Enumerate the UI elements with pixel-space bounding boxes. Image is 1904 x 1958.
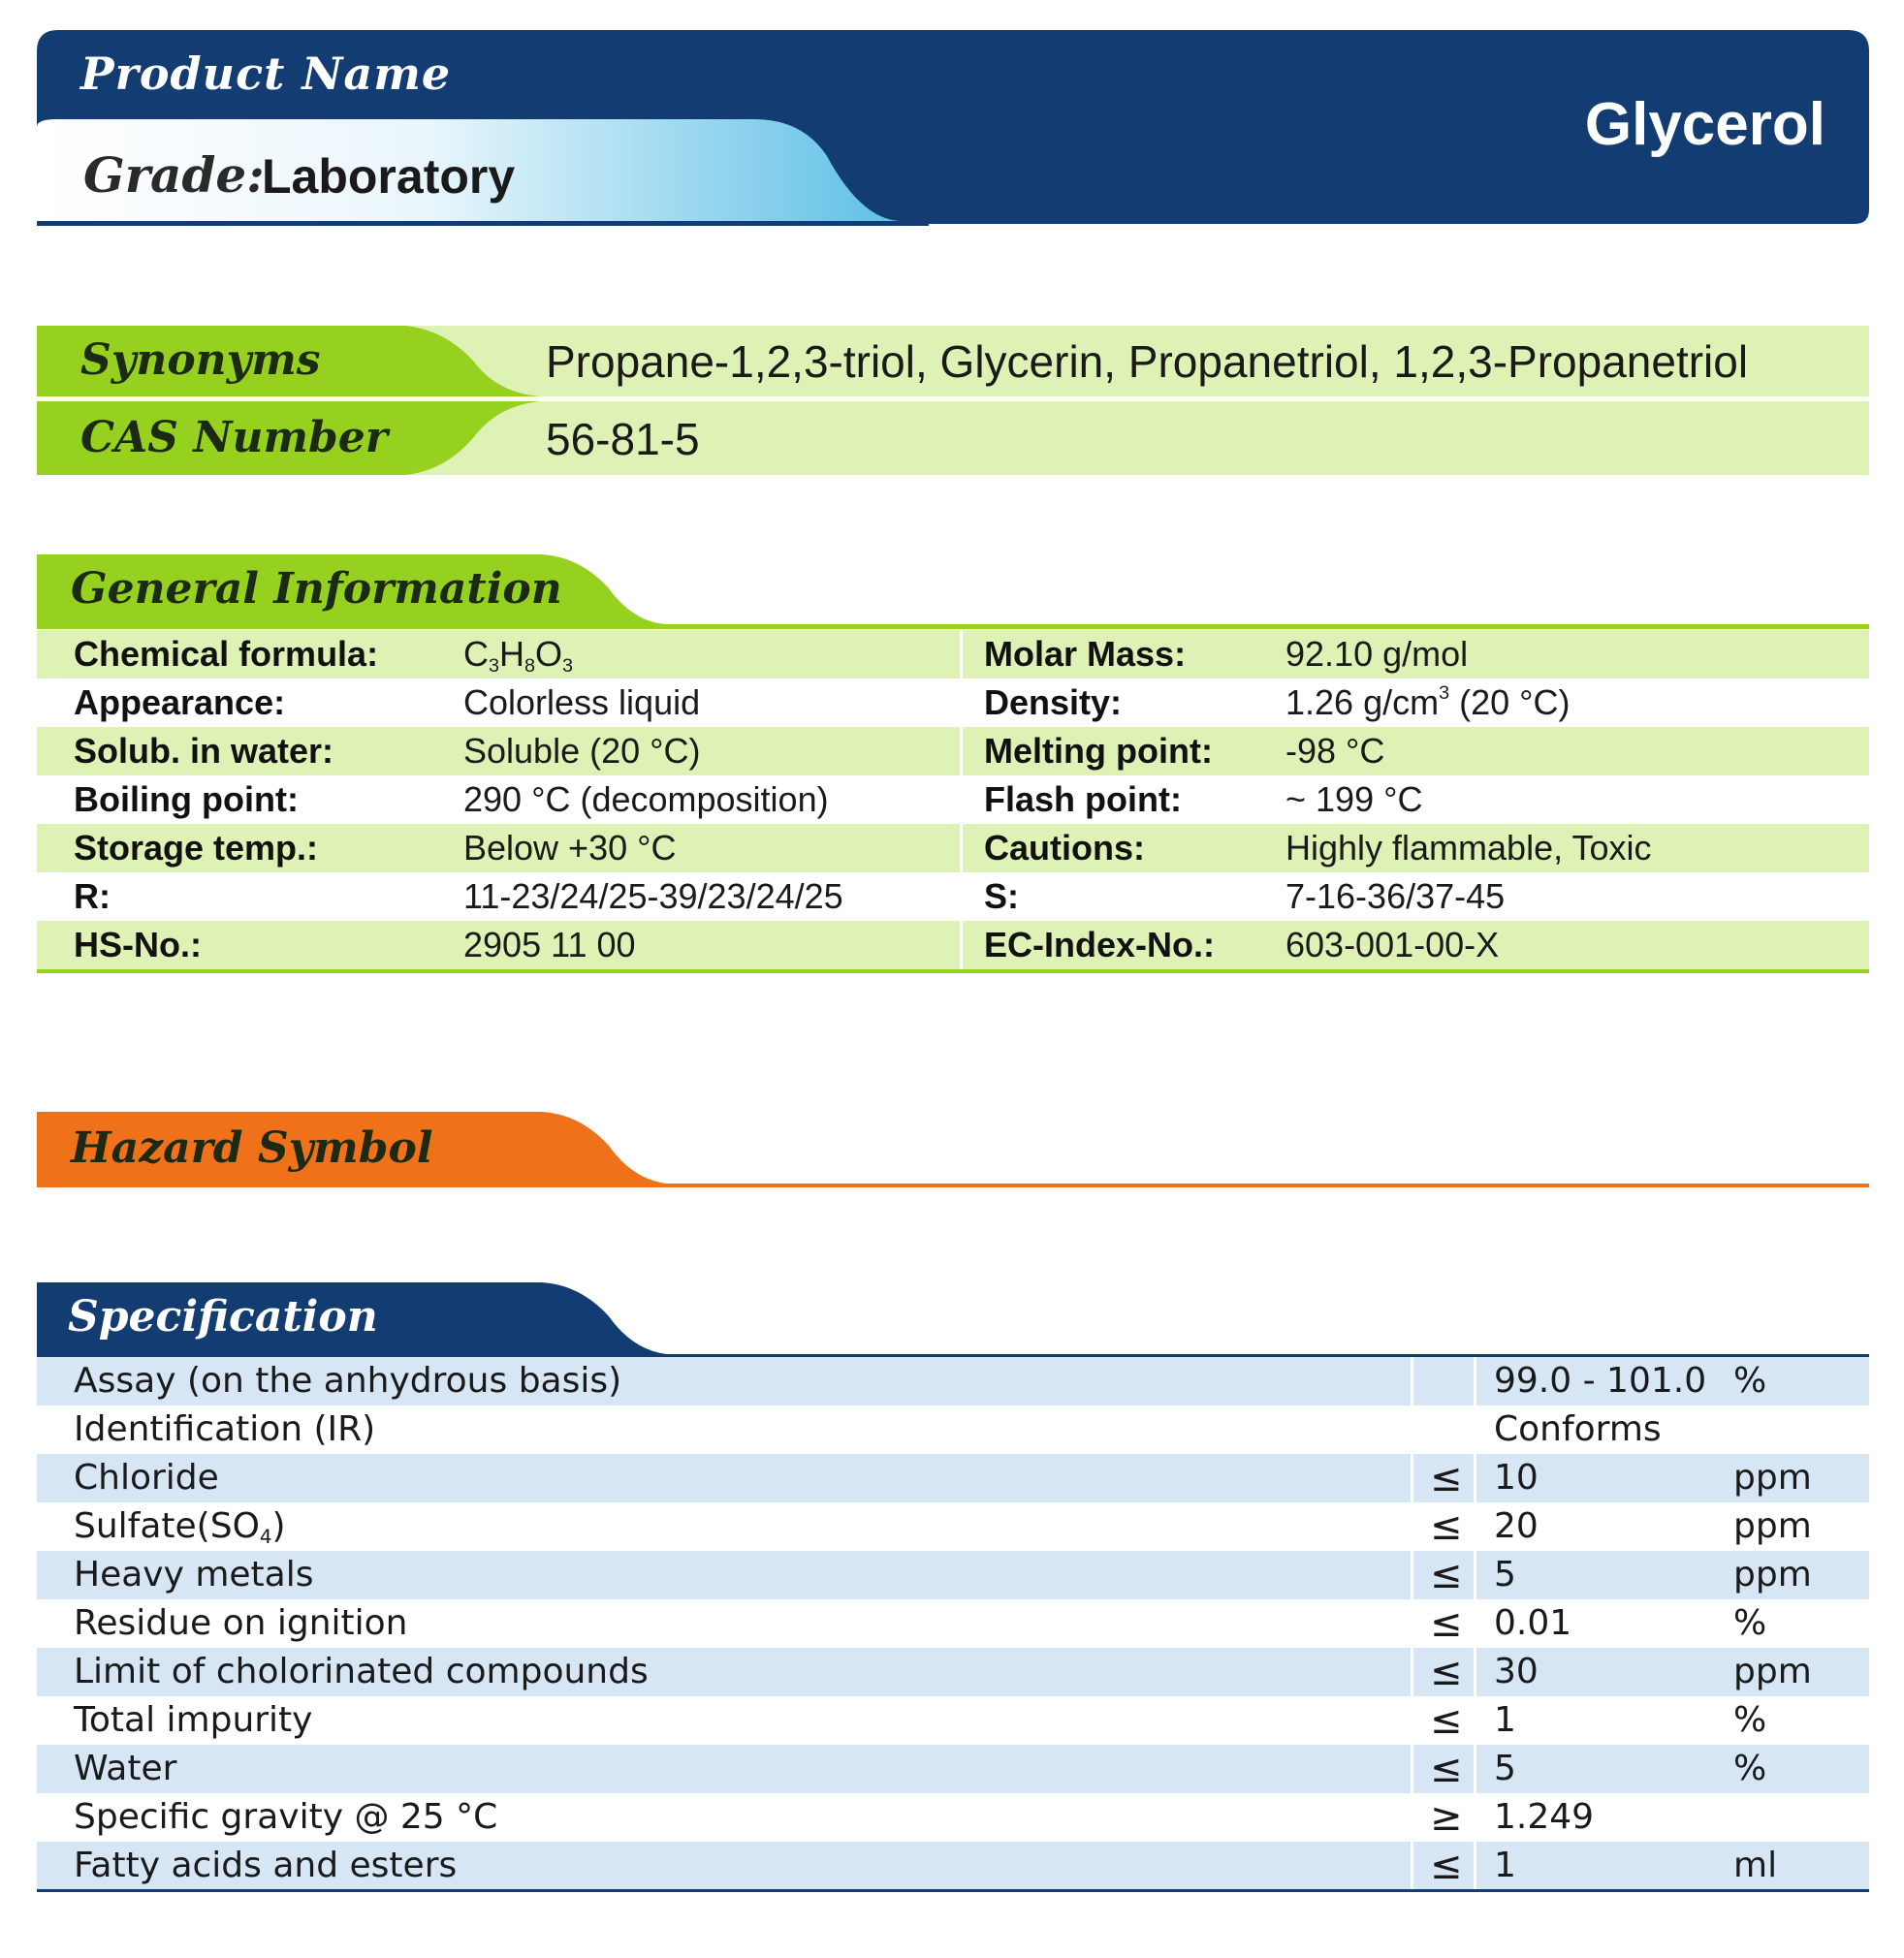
specification-value: 10 <box>1494 1458 1539 1498</box>
column-divider <box>1474 1842 1476 1890</box>
column-divider <box>960 872 963 921</box>
column-divider <box>1411 1696 1413 1745</box>
column-divider <box>1474 1454 1476 1502</box>
specification-operator: ≤ <box>1430 1698 1463 1743</box>
specification-value: 20 <box>1494 1506 1539 1546</box>
general-info-left-value: Soluble (20 °C) <box>463 731 701 771</box>
general-info-left-key: Storage temp.: <box>74 828 319 868</box>
hazard-title: Hazard Symbol <box>71 1123 433 1173</box>
specification-test-name: Residue on ignition <box>74 1603 408 1643</box>
specification-row <box>37 1454 1869 1502</box>
specification-value: 5 <box>1494 1749 1516 1788</box>
column-divider <box>1474 1357 1476 1405</box>
specification-unit: ppm <box>1733 1506 1812 1546</box>
general-info-left-key: Solub. in water: <box>74 731 334 771</box>
general-info-right-value: Highly flammable, Toxic <box>1285 828 1652 868</box>
general-info-left-value: Below +30 °C <box>463 828 677 868</box>
specification-unit: ml <box>1733 1846 1778 1885</box>
specification-test-name: Identification (IR) <box>74 1409 376 1449</box>
cas-label: CAS Number <box>80 413 388 462</box>
column-divider <box>1474 1648 1476 1696</box>
general-info-row <box>37 679 1869 727</box>
product-header <box>37 30 1869 231</box>
specification-unit: ppm <box>1733 1458 1812 1498</box>
grade-label: Grade: <box>83 146 265 204</box>
column-divider <box>1411 1842 1413 1890</box>
specification-test-name: Chloride <box>74 1458 219 1498</box>
column-divider <box>960 630 963 679</box>
specification-value: 1 <box>1494 1700 1516 1740</box>
general-info-bottom-rule <box>37 969 1869 973</box>
specification-operator: ≤ <box>1430 1504 1463 1549</box>
specification-value: 5 <box>1494 1555 1516 1595</box>
specification-bottom-rule <box>37 1889 1869 1892</box>
column-divider <box>1474 1551 1476 1599</box>
product-name-label: Product Name <box>80 47 452 100</box>
general-info-right-key: Melting point: <box>984 731 1213 771</box>
specification-row <box>37 1745 1869 1793</box>
column-divider <box>960 775 963 824</box>
specification-row <box>37 1502 1869 1551</box>
specification-unit: % <box>1733 1361 1767 1401</box>
specification-unit: % <box>1733 1749 1767 1788</box>
specification-unit: % <box>1733 1603 1767 1643</box>
cas-value: 56-81-5 <box>546 414 700 464</box>
column-divider <box>1474 1599 1476 1648</box>
specification-unit: % <box>1733 1700 1767 1740</box>
column-divider <box>1474 1793 1476 1842</box>
specification-test-name: Specific gravity @ 25 °C <box>74 1797 498 1837</box>
specification-row <box>37 1842 1869 1890</box>
general-info-left-value: 2905 11 00 <box>463 925 636 964</box>
specification-value: 1.249 <box>1494 1797 1595 1837</box>
specification-operator: ≤ <box>1430 1553 1463 1597</box>
column-divider <box>1411 1454 1413 1502</box>
general-info-right-value: 603-001-00-X <box>1285 925 1500 964</box>
specification-row <box>37 1696 1869 1745</box>
general-info-right-value: 7-16-36/37-45 <box>1285 876 1506 916</box>
general-info-row <box>37 727 1869 775</box>
specification-test-name: Limit of cholorinated compounds <box>74 1652 649 1691</box>
specification-row <box>37 1599 1869 1648</box>
synonyms-value: Propane-1,2,3-triol, Glycerin, Propanetriol, 1,2,3-Propanetriol <box>546 336 1749 387</box>
specification-value: Conforms <box>1494 1409 1662 1449</box>
general-info-row <box>37 921 1869 969</box>
specification-unit: ppm <box>1733 1652 1812 1691</box>
general-info-header <box>37 554 1869 630</box>
specification-test-name: Water <box>74 1749 177 1788</box>
general-info-right-key: Molar Mass: <box>984 634 1187 674</box>
general-info-left-key: Boiling point: <box>74 779 299 819</box>
general-info-title: General Information <box>71 564 562 614</box>
specification-test-name: Assay (on the anhydrous basis) <box>74 1361 622 1401</box>
general-info-row <box>37 872 1869 921</box>
column-divider <box>960 727 963 775</box>
general-info-row <box>37 630 1869 679</box>
specification-test-name: $Sulfate(SO_4)$ <box>74 1506 286 1548</box>
general-info-left-value: Colorless liquid <box>463 682 701 722</box>
specification-test-name: Total impurity <box>74 1700 313 1740</box>
general-info-right-key: Cautions: <box>984 828 1145 868</box>
specification-title: Specification <box>68 1292 378 1342</box>
hazard-header <box>37 1112 1869 1189</box>
column-divider <box>1411 1502 1413 1551</box>
specification-value: 30 <box>1494 1652 1539 1691</box>
general-info-right-key: S: <box>984 876 1019 916</box>
specification-operator: ≤ <box>1430 1650 1463 1694</box>
column-divider <box>1474 1502 1476 1551</box>
specification-operator: ≤ <box>1430 1456 1463 1500</box>
general-info-left-key: Appearance: <box>74 682 286 722</box>
specification-test-name: Heavy metals <box>74 1555 314 1595</box>
specification-value: 99.0 - 101.0 <box>1494 1361 1707 1401</box>
specification-value: 0.01 <box>1494 1603 1572 1643</box>
column-divider <box>1411 1357 1413 1405</box>
grade-value: Laboratory <box>262 149 516 204</box>
specification-header <box>37 1282 1869 1358</box>
general-info-right-key: Density: <box>984 682 1123 722</box>
product-title: Glycerol <box>1584 91 1825 158</box>
specification-operator: ≤ <box>1430 1844 1463 1888</box>
specification-unit: ppm <box>1733 1555 1812 1595</box>
general-info-left-value: 11-23/24/25-39/23/24/25 <box>463 876 843 916</box>
general-info-right-value: -98 °C <box>1285 731 1385 771</box>
column-divider <box>1411 1405 1413 1454</box>
general-info-right-value: 92.10 g/mol <box>1285 634 1469 674</box>
specification-test-name: Fatty acids and esters <box>74 1846 458 1885</box>
general-info-right-value: ~ 199 °C <box>1285 779 1423 819</box>
general-info-row <box>37 824 1869 872</box>
general-info-left-key: Chemical formula: <box>74 634 379 674</box>
specification-value: 1 <box>1494 1846 1516 1885</box>
column-divider <box>1474 1405 1476 1454</box>
synonyms-label: Synonyms <box>80 335 321 385</box>
column-divider <box>1411 1648 1413 1696</box>
column-divider <box>960 824 963 872</box>
general-info-right-value: 1.26 $g/cm^3$ (20 °C) <box>1285 682 1571 722</box>
general-info-left-value: 290 °C (decomposition) <box>463 779 829 819</box>
specification-operator: ≥ <box>1430 1795 1463 1840</box>
column-divider <box>1411 1745 1413 1793</box>
general-info-right-key: Flash point: <box>984 779 1182 819</box>
general-info-left-value: $C_3H_8O_3$ <box>463 634 574 677</box>
column-divider <box>960 921 963 969</box>
column-divider <box>960 679 963 727</box>
column-divider <box>1411 1793 1413 1842</box>
specification-row <box>37 1648 1869 1696</box>
specification-row <box>37 1357 1869 1405</box>
general-info-left-key: HS-No.: <box>74 925 202 964</box>
column-divider <box>1474 1745 1476 1793</box>
general-info-row <box>37 775 1869 824</box>
general-info-right-key: EC-Index-No.: <box>984 925 1215 964</box>
specification-row <box>37 1405 1869 1454</box>
column-divider <box>1411 1551 1413 1599</box>
specification-row <box>37 1551 1869 1599</box>
general-info-left-key: R: <box>74 876 111 916</box>
specification-operator: ≤ <box>1430 1601 1463 1646</box>
specification-operator: ≤ <box>1430 1747 1463 1791</box>
specification-row <box>37 1793 1869 1842</box>
identity-block <box>37 326 1869 475</box>
column-divider <box>1474 1696 1476 1745</box>
column-divider <box>1411 1599 1413 1648</box>
